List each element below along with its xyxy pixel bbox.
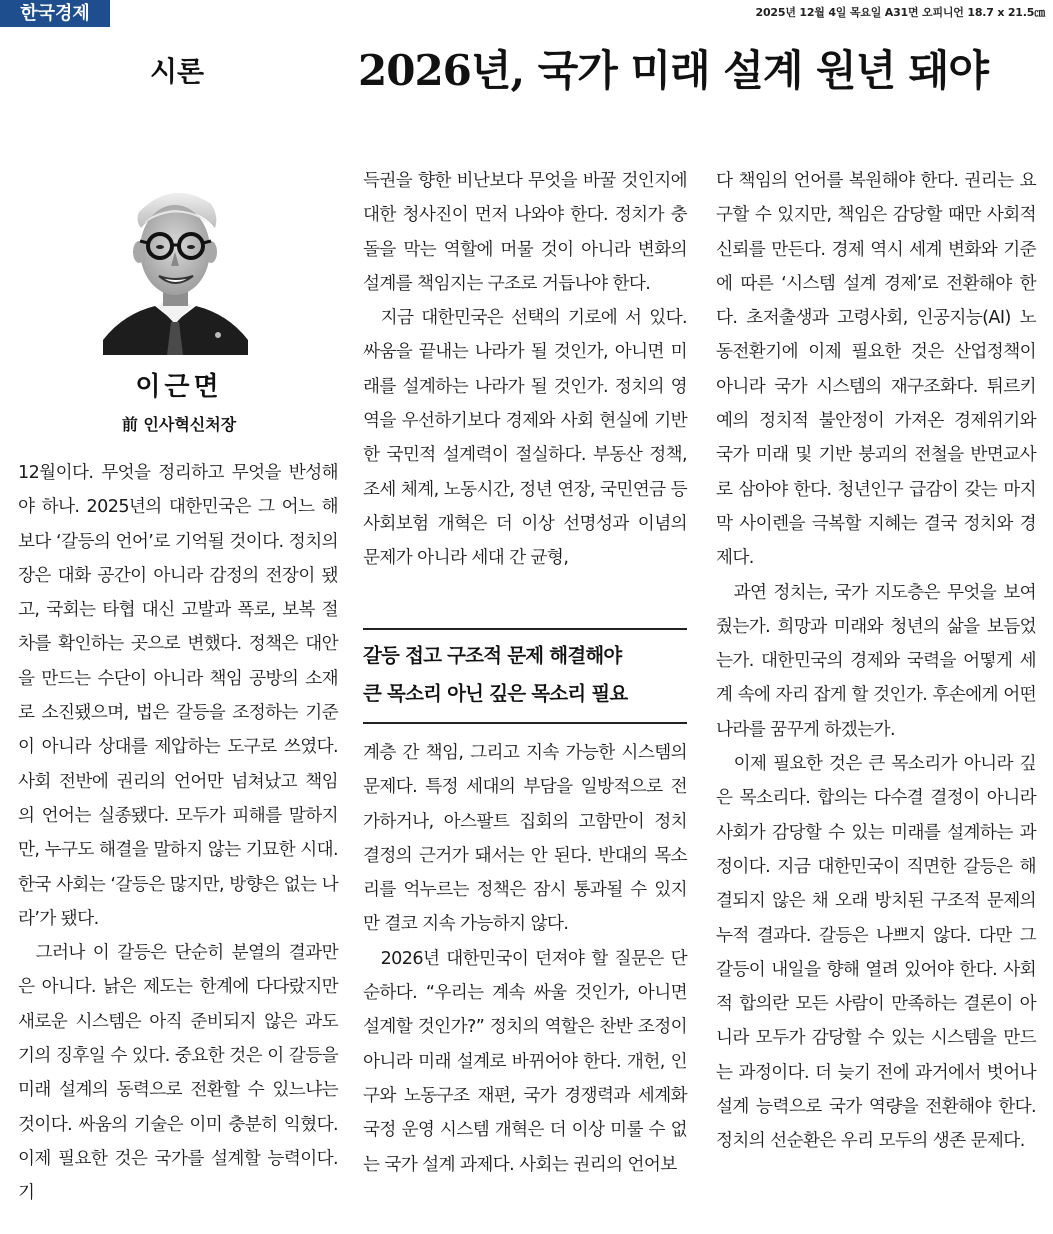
paragraph: 다 책임의 언어를 복원해야 한다. 권리는 요구할 수 있지만, 책임은 감당할 때만 사회적 신뢰를 만든다. 경제 역시 세계 변화와 기준에 따른 ‘시스템 설계 경제’로 전환해야 한다. 초저출생과 고령사회, 인공지능(AI) 노동전환기에 이제 필요한 것은 산업정책이 아니라 국가 시스템의 재구조화다. 튀르키예의 정치적 불안정이 가져온 경제위기와 국가 미래 및 기반 붕괴의 전철을 반면교사로 삼아야 한다. 청년인구 급감이 갖는 마지막 사이렌을 극복할 지혜는 결국 정치와 경제다. [716,171,1036,569]
section-label: 시론 [150,55,205,88]
author-name: 이근면 [135,372,223,402]
subheadline-1: 갈등 접고 구조적 문제 해결해야 [363,644,622,667]
subhead-bottom-rule [363,722,687,724]
author-title: 前 인사혁신처장 [121,415,237,434]
paragraph: 이제 필요한 것은 큰 목소리가 아니라 깊은 목소리다. 합의는 다수결 결정이 아니라 사회가 감당할 수 있는 미래를 설계하는 과정이다. 지금 대한민국이 직면한 갈등은 해결되지 않은 채 오래 방치된 구조적 문제의 누적 결과다. 갈등은 나쁘지 않다. 다만 그 갈등이 내일을 향해 열려 있어야 한다. 사회적 합의란 모든 사람이 만족하는 결론이 아니라 모두가 감당할 수 있는 시스템을 만드는 과정이다. 더 늦기 전에 과거에서 벗어나 설계 능력으로 국가 역량을 전환해야 한다. 정치의 선순환은 우리 모두의 생존 문제다. [716,754,1036,1152]
paragraph: 12월이다. 무엇을 정리하고 무엇을 반성해야 하나. 2025년의 대한민국은 그 어느 해보다 ‘갈등의 언어’로 기억될 것이다. 정치의 장은 대화 공간이 아니라 감정의 전장이 됐고, 국회는 타협 대신 고발과 폭로, 보복 절차를 확인하는 곳으로 변했다. 정책은 대안을 만드는 수단이 아니라 책임 공방의 소재로 소진됐으며, 법은 갈등을 조정하는 기준이 아니라 상대를 제압하는 도구로 쓰였다. 사회 전반에 권리의 언어만 넘쳐났고 책임의 언어는 실종됐다. 모두가 피해를 말하지만, 누구도 해결을 말하지 않는 기묘한 시대. 한국 사회는 ‘갈등은 많지만, 방향은 없는 나라’가 됐다. [18,463,338,929]
article-column-2-bottom [363,736,687,1182]
newspaper-masthead: 한국경제 [0,0,110,27]
paragraph: 그러나 이 갈등은 단순히 분열의 결과만은 아니다. 낡은 제도는 한계에 다다랐지만 새로운 시스템은 아직 준비되지 않은 과도기의 징후일 수 있다. 중요한 것은 이 갈등을 미래 설계의 동력으로 전환할 수 있느냐는 것이다. 싸움의 기술은 이미 충분히 익혔다. 이제 필요한 것은 국가를 설계할 능력이다. 기 [18,943,338,1204]
paragraph: 과연 정치는, 국가 지도층은 무엇을 보여줬는가. 희망과 미래와 청년의 삶을 보듬었는가. 대한민국의 경제와 국력을 어떻게 세계 속에 자리 잡게 할 것인가. 후손에게 어떤 나라를 꿈꾸게 하겠는가. [716,582,1036,740]
subhead-top-rule [363,628,687,630]
publication-dateline: 2025년 12월 4일 목요일 A31면 오피니언 18.7 x 21.5㎝ [755,6,1045,19]
subheadline-2: 큰 목소리 아닌 깊은 목소리 필요 [363,682,628,705]
paragraph: 득권을 향한 비난보다 무엇을 바꿀 것인지에 대한 청사진이 먼저 나와야 한다. 정치가 충돌을 막는 역할에 머물 것이 아니라 변화의 설계를 책임지는 구조로 거듭나야 한다. [363,171,687,294]
author-portrait [103,172,248,355]
article-column-2-top [363,164,687,576]
article-column-3 [716,164,1036,1159]
article-column-1 [18,456,338,1211]
paragraph: 지금 대한민국은 선택의 기로에 서 있다. 싸움을 끝내는 나라가 될 것인가, 아니면 미래를 설계하는 나라가 될 것인가. 정치의 영역을 우선하기보다 경제와 사회 현실에 기반한 국민적 설계력이 절실하다. 부동산 정책, 조세 체계, 노동시간, 정년 연장, 국민연금 등 사회보험 개혁은 더 이상 선명성과 이념의 문제가 아니라 세대 간 균형, [363,308,687,569]
paragraph: 2026년 대한민국이 던져야 할 질문은 단순하다. “우리는 계속 싸울 것인가, 아니면 설계할 것인가?” 정치의 역할은 찬반 조정이 아니라 미래 설계로 바뀌어야 한다. 개헌, 인구와 노동구조 재편, 국가 경쟁력과 세계화 국정 운영 시스템 개혁은 더 이상 미룰 수 없는 국가 설계 과제다. 사회는 권리의 언어보 [363,948,687,1175]
paragraph: 계층 간 책임, 그리고 지속 가능한 시스템의 문제다. 특정 세대의 부담을 일방적으로 전가하거나, 아스팔트 집회의 고함만이 정치 결정의 근거가 돼서는 안 된다. 반대의 목소리를 억누르는 정책은 잠시 통과될 수 있지만 결코 지속 가능하지 않다. [363,743,687,935]
article-headline: 2026년, 국가 미래 설계 원년 돼야 [358,46,988,95]
